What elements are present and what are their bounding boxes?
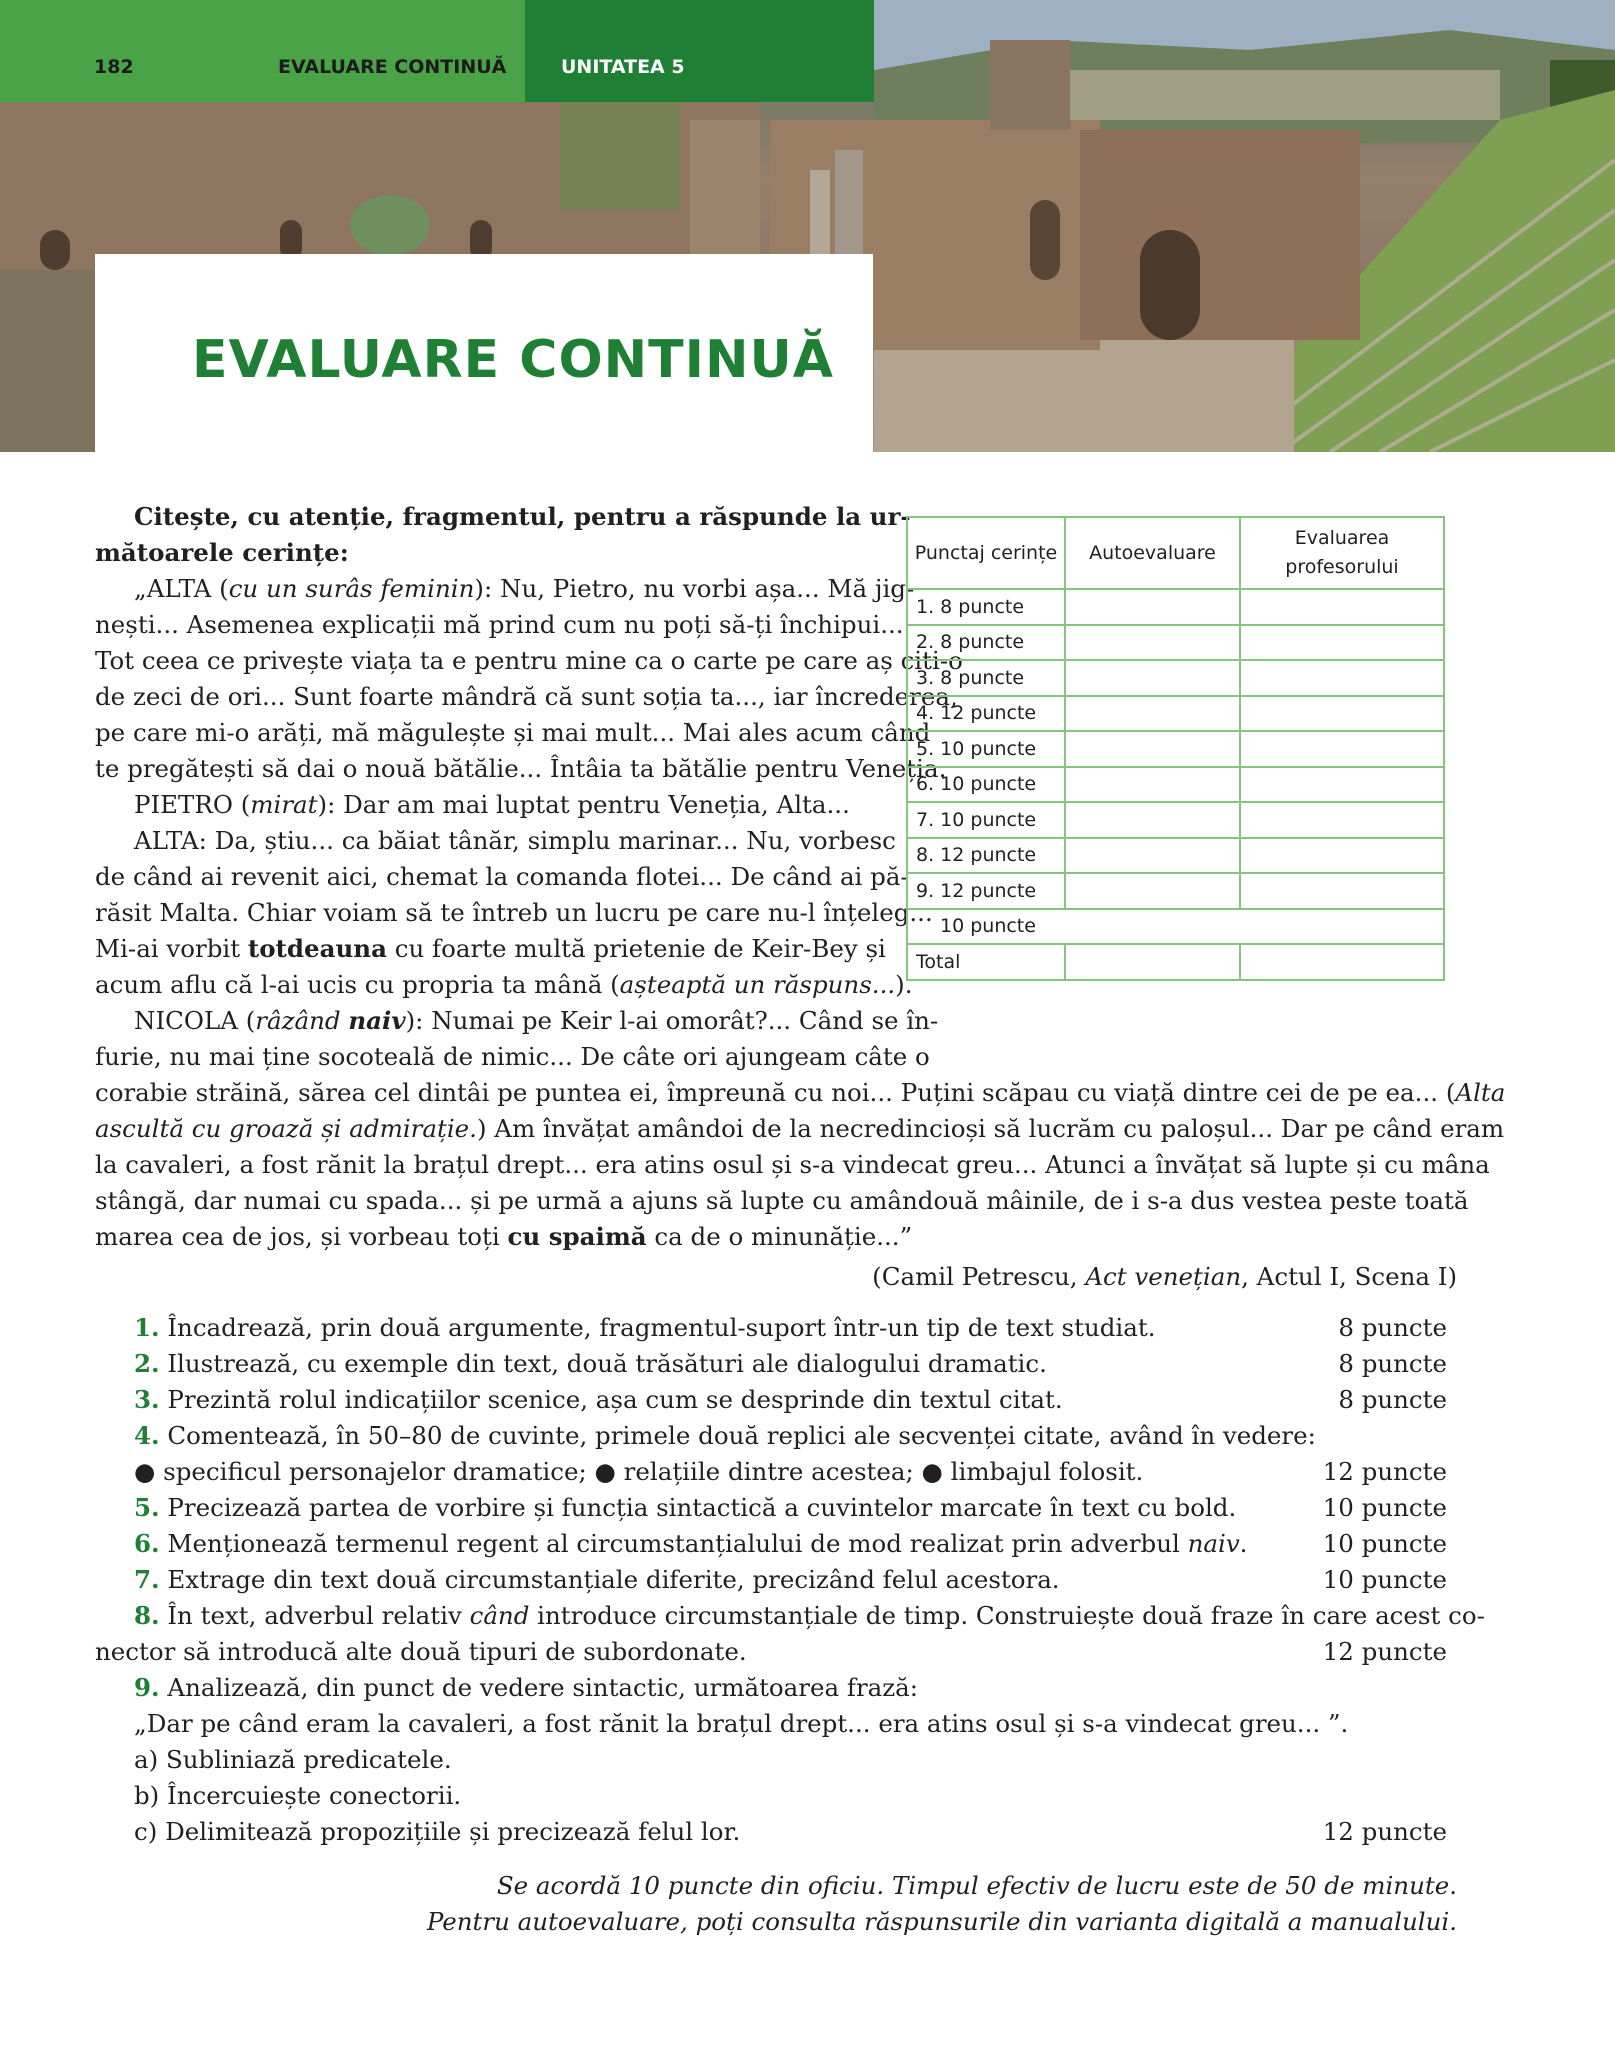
passage-line: stângă, dar numai cu spada... și pe urmă a ajuns să lupte cu amândouă mâinile, de i s-a dus vestea peste toată [95, 1186, 1469, 1215]
page-title: EVALUARE CONTINUĂ [192, 330, 834, 390]
running-header-section: EVALUARE CONTINUĂ [278, 56, 507, 78]
self-eval-cell[interactable] [1065, 838, 1240, 874]
table-row-total [907, 944, 1444, 980]
task-9: 9. Analizează, din punct de vedere sintactic, următoarea frază: [134, 1673, 919, 1702]
task-5: 5. Precizează partea de vorbire și funcția sintactică a cuvintelor marcate în text cu bold. [134, 1493, 1237, 1522]
teacher-eval-total-cell[interactable] [1240, 944, 1444, 980]
task-6-points: 10 puncte [1322, 1529, 1447, 1558]
task-9-c: c) Delimitează propozițiile și precizează felul lor. [134, 1817, 741, 1846]
running-header-unit: UNITATEA 5 [561, 56, 685, 78]
passage-line: marea cea de jos, și vorbeau toți cu spaimă ca de o minunăție...” [95, 1222, 913, 1251]
teacher-eval-cell[interactable] [1240, 731, 1444, 767]
table-cell: Total [907, 944, 1065, 980]
passage-line: răsit Malta. Chiar voiam să te întreb un lucru pe care nu-l înțeleg... [95, 898, 933, 927]
task-9-points: 12 puncte [1322, 1817, 1447, 1846]
header-bar-section [0, 0, 525, 102]
self-eval-cell[interactable] [1065, 625, 1240, 661]
task-1: 1. Încadrează, prin două argumente, fragmentul-suport într-un tip de text studiat. [134, 1313, 1156, 1342]
passage-line: de zeci de ori... Sunt foarte mândră că sunt soția ta..., iar încrederea, [95, 682, 958, 711]
table-cell: 8. 12 puncte [907, 838, 1065, 874]
passage-line: Tot ceea ce privește viața ta e pentru mine ca o carte pe care aș citi-o [95, 646, 963, 675]
passage-line: la cavaleri, a fost rănit la brațul drept... era atins osul și s-a vindecat greu... Atunci a învățat să lupte și cu mâna [95, 1150, 1490, 1179]
table-cell: 2. 8 puncte [907, 625, 1065, 661]
passage-line: NICOLA (râzând naiv): Numai pe Keir l-ai omorât?... Când se în- [134, 1006, 939, 1035]
table-row [907, 802, 1444, 838]
footer-note-1: Se acordă 10 puncte din oficiu. Timpul efectiv de lucru este de 50 de minute. [496, 1871, 1457, 1900]
task-4-points: 12 puncte [1322, 1457, 1447, 1486]
passage-line: Mi-ai vorbit totdeauna cu foarte multă prietenie de Keir-Bey și [95, 934, 886, 963]
self-eval-total-cell[interactable] [1065, 944, 1240, 980]
header-bar-unit [525, 0, 874, 102]
table-row [907, 767, 1444, 803]
self-eval-cell[interactable] [1065, 660, 1240, 696]
intro-line-2: mătoarele cerințe: [95, 538, 349, 567]
task-7: 7. Extrage din text două circumstanțiale diferite, precizând felul acestora. [134, 1565, 1060, 1594]
teacher-eval-cell[interactable] [1240, 696, 1444, 732]
self-eval-cell[interactable] [1065, 767, 1240, 803]
task-8: 8. În text, adverbul relativ când introduce circumstanțiale de timp. Construiește două fraze în care acest co- [134, 1601, 1485, 1630]
task-8-points: 12 puncte [1322, 1637, 1447, 1666]
score-table [906, 516, 1445, 981]
task-9-b: b) Încercuiește conectorii. [134, 1781, 462, 1810]
table-row [907, 660, 1444, 696]
teacher-eval-cell[interactable] [1240, 589, 1444, 625]
passage-line: corabie străină, sărea cel dintâi pe puntea ei, împreună cu noi... Puțini scăpau cu viață dintre cei de pe ea... (Alta [95, 1078, 1506, 1107]
table-cell: 1. 8 puncte [907, 589, 1065, 625]
teacher-eval-cell[interactable] [1240, 767, 1444, 803]
passage-line: pe care mi-o arăți, mă măgulește și mai mult... Mai ales acum când [95, 718, 931, 747]
passage-line: ascultă cu groază și admirație.) Am învățat amândoi de la necredincioși să lucrăm cu paloșul... Dar pe când eram [95, 1114, 1505, 1143]
table-row [907, 873, 1444, 909]
teacher-eval-cell[interactable] [1240, 625, 1444, 661]
source-citation: (Camil Petrescu, Act venețian, Actul I, Scena I) [872, 1262, 1457, 1291]
passage-line: PIETRO (mirat): Dar am mai luptat pentru Veneția, Alta... [134, 790, 850, 819]
passage-line: te pregătești să dai o nouă bătălie... Întâia ta bătălie pentru Veneția. [95, 754, 947, 783]
passage-line: ALTA: Da, știu... ca băiat tânăr, simplu marinar... Nu, vorbesc [134, 826, 896, 855]
table-row [907, 909, 1444, 945]
table-row [907, 625, 1444, 661]
table-cell: 9. 12 puncte [907, 873, 1065, 909]
task-1-points: 8 puncte [1338, 1313, 1447, 1342]
task-6: 6. Menționează termenul regent al circumstanțialului de mod realizat prin adverbul naiv. [134, 1529, 1248, 1558]
teacher-eval-cell[interactable] [1240, 802, 1444, 838]
self-eval-cell[interactable] [1065, 873, 1240, 909]
self-eval-cell[interactable] [1065, 802, 1240, 838]
task-2-points: 8 puncte [1338, 1349, 1447, 1378]
task-8-line-2: nector să introducă alte două tipuri de subordonate. [95, 1637, 747, 1666]
self-eval-cell[interactable] [1065, 589, 1240, 625]
passage-line: nești... Asemenea explicații mă prind cum nu poți să-ți închipui... [95, 610, 904, 639]
teacher-eval-cell[interactable] [1240, 838, 1444, 874]
table-cell: 3. 8 puncte [907, 660, 1065, 696]
task-4-bullets: ● specificul personajelor dramatice; ● relațiile dintre acestea; ● limbajul folosit. [134, 1457, 1144, 1486]
task-9-a: a) Subliniază predicatele. [134, 1745, 452, 1774]
table-cell: 5. 10 puncte [907, 731, 1065, 767]
table-header-autoevaluare: Autoevaluare [1065, 517, 1240, 589]
task-2: 2. Ilustrează, cu exemple din text, două trăsături ale dialogului dramatic. [134, 1349, 1047, 1378]
task-3: 3. Prezintă rolul indicațiilor scenice, așa cum se desprinde din textul citat. [134, 1385, 1063, 1414]
task-5-points: 10 puncte [1322, 1493, 1447, 1522]
teacher-eval-cell[interactable] [1240, 873, 1444, 909]
passage-line: de când ai revenit aici, chemat la comanda flotei... De când ai pă- [95, 862, 909, 891]
table-header-punctaj: Punctaj cerințe [907, 517, 1065, 589]
table-cell: 4. 12 puncte [907, 696, 1065, 732]
table-row [907, 589, 1444, 625]
teacher-eval-cell[interactable] [1240, 660, 1444, 696]
passage-line: furie, nu mai ține socoteală de nimic... De câte ori ajungeam câte o [95, 1042, 930, 1071]
task-4: 4. Comentează, în 50–80 de cuvinte, primele două replici ale secvenței citate, având în vedere: [134, 1421, 1316, 1450]
page-number: 182 [94, 56, 134, 78]
task-3-points: 8 puncte [1338, 1385, 1447, 1414]
table-cell: 7. 10 puncte [907, 802, 1065, 838]
passage-line: „ALTA (cu un surâs feminin): Nu, Pietro, nu vorbi așa... Mă jig- [134, 574, 915, 603]
task-7-points: 10 puncte [1322, 1565, 1447, 1594]
table-row [907, 696, 1444, 732]
task-9-quote: „Dar pe când eram la cavaleri, a fost rănit la brațul drept... era atins osul și s-a vindecat greu... ”. [134, 1709, 1349, 1738]
self-eval-cell[interactable] [1065, 696, 1240, 732]
intro-line-1: Citește, cu atenție, fragmentul, pentru a răspunde la ur- [134, 502, 911, 531]
passage-line: acum aflu că l-ai ucis cu propria ta mână (așteaptă un răspuns...). [95, 970, 913, 999]
table-row [907, 838, 1444, 874]
self-eval-cell[interactable] [1065, 731, 1240, 767]
table-cell: 6. 10 puncte [907, 767, 1065, 803]
footer-note-2: Pentru autoevaluare, poți consulta răspunsurile din varianta digitală a manualului. [426, 1907, 1457, 1936]
table-cell: 10 puncte [907, 909, 1444, 945]
table-row [907, 731, 1444, 767]
table-header-profesor: Evaluarea profesorului [1240, 517, 1444, 589]
